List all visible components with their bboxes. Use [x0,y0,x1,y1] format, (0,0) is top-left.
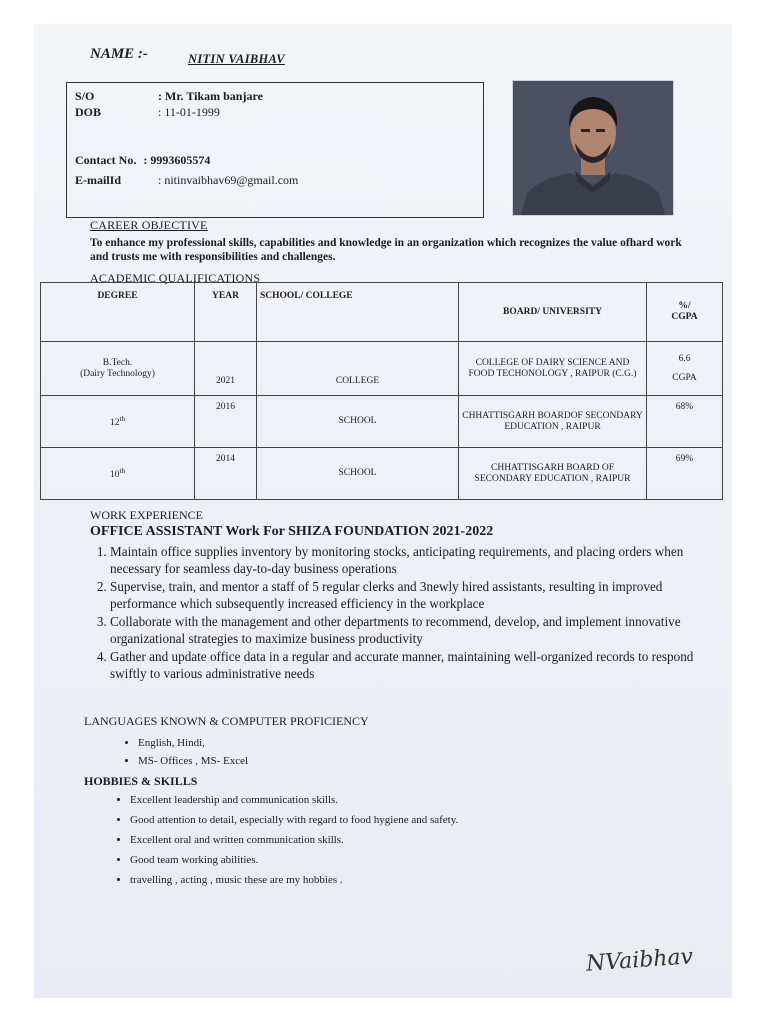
work-duties-list [86,544,730,684]
header-score-line2: CGPA [671,312,698,322]
academic-table [40,282,723,500]
table-row [41,342,723,396]
header-score [647,283,723,342]
board-cell: CHHATTISGARH BOARD OF SECONDARY EDUCATION , RAIPUR [459,448,647,500]
contact-label: Contact No. [75,153,137,167]
list-item: • Excellent oral and written communication skills. [130,830,458,850]
header-year: YEAR [195,283,257,342]
list-item: • travelling , acting , music these are my hobbies . [130,870,458,890]
score-line2: CGPA [672,372,697,383]
list-item: • Good attention to detail, especially with regard to food hygiene and safety. [130,810,458,830]
list-item: 4. Gather and update office data in a regular and accurate manner, maintaining well-organized records to respond swiftly to various administrative needs [110,649,730,682]
languages-title: LANGUAGES KNOWN & COMPUTER PROFICIENCY [84,714,369,728]
languages-list [118,734,248,770]
signature: NVaibhav [585,944,694,977]
school-cell: SCHOOL [257,396,459,448]
list-item: 1. Maintain office supplies inventory by monitoring stocks, anticipating requirements, and placing orders when necessary for seamless day-to-day business operations [110,544,730,577]
son-of-row [75,89,263,104]
son-of-label: S/O [75,89,95,103]
career-objective-title: CAREER OBJECTIVE [90,218,208,232]
school-cell: SCHOOL [257,448,459,500]
score-cell: 69% [647,448,723,500]
table-row [41,396,723,448]
contact-row [75,153,210,168]
school-cell: COLLEGE [257,342,459,396]
career-objective-text: To enhance my professional skills, capabilities and knowledge in an organization which recognizes the value ofhard work and trusts me with responsibilities and challenges. [90,237,682,263]
header-board: BOARD/ UNIVERSITY [459,283,647,342]
resume-page [34,24,732,998]
degree-line2: (Dairy Technology) [80,368,155,379]
contact-value: : 9993605574 [143,153,211,167]
hobbies-title: HOBBIES & SKILLS [84,774,198,788]
header-degree: DEGREE [41,283,195,342]
degree-sup: th [119,466,125,475]
list-item: 2. Supervise, train, and mentor a staff of 5 regular clerks and 3newly hired assistants, resulting in improved performance which subsequently increased efficiency in the workplace [110,579,730,612]
year-cell: 2016 [195,396,257,448]
name-label: NAME :- [90,46,148,62]
table-header-row [41,283,723,342]
year-cell: 2014 [195,448,257,500]
profile-photo [512,80,674,216]
degree-cell [41,448,195,500]
work-experience-title: WORK EXPERIENCE [90,508,203,522]
personal-info-box [66,82,484,218]
degree-num: 10 [110,470,120,481]
degree-line1: B.Tech. [102,357,133,368]
list-item: • English, Hindi, [138,734,248,752]
name-value: NITIN VAIBHAV [188,52,285,66]
header-score-line1: %/ [678,301,691,311]
list-item: • Excellent leadership and communication skills. [130,790,458,810]
email-label: E-mailId [75,173,122,187]
board-cell: COLLEGE OF DAIRY SCIENCE AND FOOD TECHONOLOGY , RAIPUR (C.G.) [459,342,647,396]
list-item: • MS- Offices , MS- Excel [138,752,248,770]
hobbies-list [110,790,458,890]
board-cell: CHHATTISGARH BOARDOF SECONDARY EDUCATION , RAIPUR [459,396,647,448]
email-value: : nitinvaibhav69@gmail.com [158,173,299,187]
table-row [41,448,723,500]
dob-value: : 11-01-1999 [158,105,220,119]
score-line1: 6.6 [678,353,691,364]
degree-cell [41,342,195,396]
degree-cell [41,396,195,448]
score-cell: 68% [647,396,723,448]
work-role: OFFICE ASSISTANT Work For SHIZA FOUNDATION 2021-2022 [90,524,494,539]
son-of-value: : Mr. Tikam banjare [158,89,263,103]
email-row [75,173,298,188]
dob-label: DOB [75,105,102,119]
academic-title: ACADEMIC QUALIFICATIONS [90,271,261,285]
dob-row [75,105,220,120]
year-cell: 2021 [195,342,257,396]
score-cell [647,342,723,396]
degree-sup: th [119,414,125,423]
list-item: 3. Collaborate with the management and other departments to recommend, develop, and implement innovative organizational strategies to maximize business productivity [110,614,730,647]
header-school: SCHOOL/ COLLEGE [257,283,459,342]
profile-photo-illustration [513,81,673,215]
list-item: • Good team working abilities. [130,850,458,870]
degree-num: 12 [110,418,120,429]
